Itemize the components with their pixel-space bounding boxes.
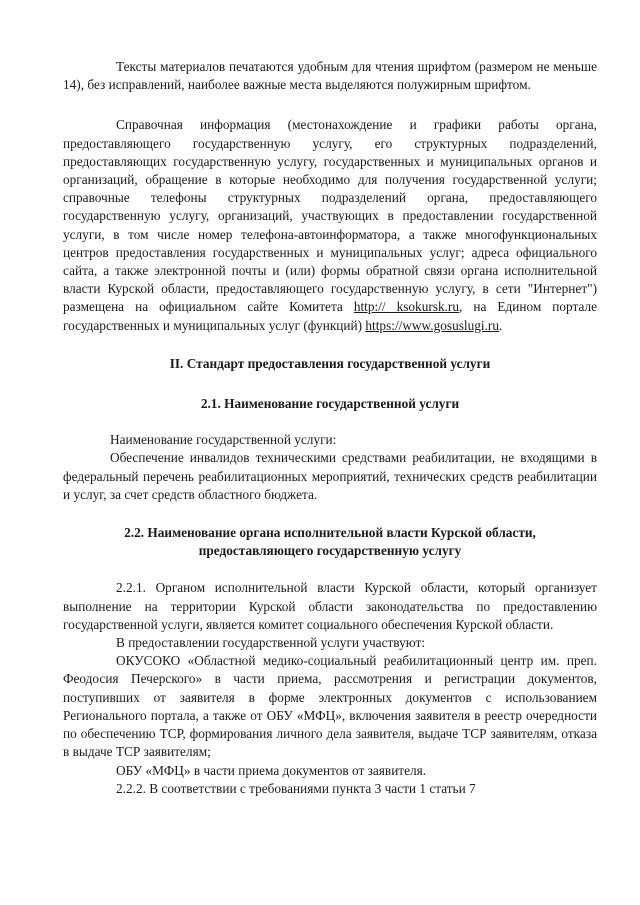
committee-site-link[interactable]: http:// ksokursk.ru bbox=[353, 299, 460, 315]
heading-2-2-line2: предоставляющего государственную услугу bbox=[198, 543, 462, 559]
section-heading-2-2 bbox=[63, 524, 597, 560]
paragraph-okusoko: ОКУСОКО «Областной медико-социальный реабилитационный центр им. преп. Феодосия Печерского» в части приема, рассмотрения и регистрации документов, поступивших от заявителя в форме электронных документов с использованием Регионального портала, а также от ОБУ «МФЦ», включения заявителя в реестр очередности по обеспечению ТСР, формирования личного дела заявителя, выдаче ТСР заявителям, отказа в выдаче ТСР заявителям; bbox=[63, 653, 597, 760]
section-heading-standard: II. Стандарт предоставления государственной услуги bbox=[169, 355, 491, 371]
section-heading-2-1: 2.1. Наименование государственной услуги bbox=[200, 396, 460, 412]
gosuslugi-link[interactable]: https://www.gosuslugi.ru bbox=[365, 317, 499, 333]
paragraph-service-name: Обеспечение инвалидов техническими средствами реабилитации, не входящими в федеральный перечень реабилитационных мероприятий, технических средств реабилитации и услуг, за счет средств областного бюджета. bbox=[63, 450, 597, 502]
paragraph-2-2-1: 2.2.1. Органом исполнительной власти Курской области, который организует выполнение на территории Курской области законодательства по предоставлению государственной услуги, является комитет социального обеспечения Курской области. bbox=[63, 580, 597, 632]
paragraph-reference-info bbox=[63, 116, 597, 334]
reference-info-text: Справочная информация (местонахождение и графики работы органа, предоставляющего государственную услугу, его структурных подразделений, предоставляющих государственную услугу, государственных и муниципальных органов и организаций, обращение в которые необходимо для получения государственной услуги; справочные телефоны структурных подразделений органа, предоставляющего государственную услугу, организаций, участвующих в предоставлении государственной услуги, в том числе номер телефона-автоинформатора, а также многофункциональных центров предоставления государственных и муниципальных услуг; адреса официального сайта, а также электронной почты и (или) формы обратной связи органа исполнительной власти Курской области, предоставляющего государственную услугу, в сети "Интернет") размещена на официальном сайте Комитета bbox=[63, 117, 597, 315]
paragraph-2-2-2: 2.2.2. В соответствии с требованиями пункта 3 части 1 статьи 7 bbox=[116, 780, 476, 796]
reference-info-text-end: . bbox=[498, 317, 503, 333]
document-page bbox=[63, 58, 597, 798]
heading-2-2-line1: 2.2. Наименование органа исполнительной власти Курской области, bbox=[124, 525, 536, 541]
paragraph-font-requirements: Тексты материалов печатаются удобным для чтения шрифтом (размером не меньше 14), без исправлений, наиболее важные места выделяются полужирным шрифтом. bbox=[63, 59, 597, 93]
paragraph-service-name-label: Наименование государственной услуги: bbox=[110, 432, 337, 448]
paragraph-participants: В предоставлении государственной услуги участвуют: bbox=[116, 635, 426, 651]
paragraph-mfc: ОБУ «МФЦ» в части приема документов от заявителя. bbox=[116, 762, 427, 778]
reference-info-text-middle: , на Едином портале государственных и муниципальных услуг (функций) bbox=[63, 299, 598, 333]
